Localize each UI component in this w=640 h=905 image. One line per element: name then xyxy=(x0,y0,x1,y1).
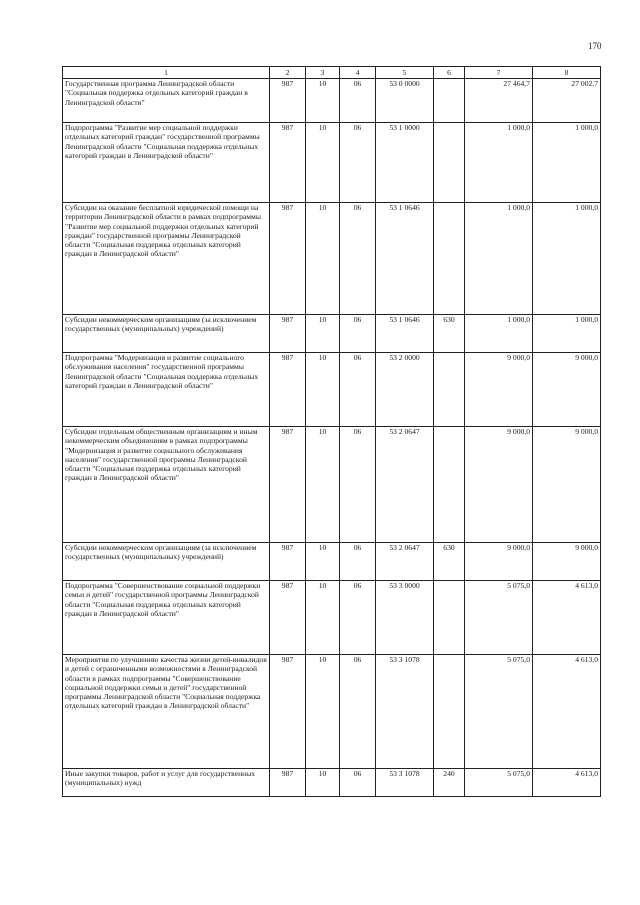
table-header-row xyxy=(63,67,601,79)
cell-amount-2: 4 613,0 xyxy=(533,655,601,769)
cell-amount-1: 9 000,0 xyxy=(465,427,533,543)
cell-section: 10 xyxy=(306,769,340,797)
cell-target: 53 1 0646 xyxy=(376,203,434,315)
table-row xyxy=(63,769,601,797)
cell-amount-2: 9 000,0 xyxy=(533,427,601,543)
cell-admin: 987 xyxy=(270,123,306,203)
table-row xyxy=(63,315,601,353)
cell-target: 53 3 0000 xyxy=(376,581,434,655)
cell-subsection: 06 xyxy=(340,543,376,581)
cell-target: 53 3 1078 xyxy=(376,769,434,797)
cell-section: 10 xyxy=(306,427,340,543)
column-header: 4 xyxy=(340,67,376,79)
cell-subsection: 06 xyxy=(340,203,376,315)
budget-table xyxy=(62,66,601,797)
cell-target: 53 2 0647 xyxy=(376,543,434,581)
cell-subsection: 06 xyxy=(340,655,376,769)
table-row xyxy=(63,79,601,123)
cell-subsection: 06 xyxy=(340,315,376,353)
cell-section: 10 xyxy=(306,353,340,427)
cell-admin: 987 xyxy=(270,353,306,427)
table-row xyxy=(63,543,601,581)
cell-amount-1: 5 075,0 xyxy=(465,581,533,655)
cell-target: 53 2 0647 xyxy=(376,427,434,543)
cell-subsection: 06 xyxy=(340,427,376,543)
cell-subsection: 06 xyxy=(340,769,376,797)
row-name: Субсидии на оказание бесплатной юридической помощи на территории Ленинградской области в рамках подпрограммы "Развитие мер социальной поддержки отдельных категорий граждан" государственной программы Ленинградской области "Социальная поддержка отдельных категорий граждан в Ленинградской области" xyxy=(63,203,270,315)
cell-amount-2: 1 000,0 xyxy=(533,203,601,315)
table-row xyxy=(63,123,601,203)
table-row xyxy=(63,655,601,769)
table-row xyxy=(63,203,601,315)
cell-target: 53 3 1078 xyxy=(376,655,434,769)
cell-section: 10 xyxy=(306,123,340,203)
cell-subsection: 06 xyxy=(340,123,376,203)
cell-amount-1: 1 000,0 xyxy=(465,123,533,203)
cell-amount-2: 1 000,0 xyxy=(533,123,601,203)
cell-section: 10 xyxy=(306,79,340,123)
cell-expense-type xyxy=(434,353,465,427)
cell-expense-type xyxy=(434,581,465,655)
cell-subsection: 06 xyxy=(340,353,376,427)
cell-target: 53 2 0000 xyxy=(376,353,434,427)
column-header: 6 xyxy=(434,67,465,79)
column-header: 8 xyxy=(533,67,601,79)
column-header: 2 xyxy=(270,67,306,79)
cell-amount-2: 27 002,7 xyxy=(533,79,601,123)
page-number: 170 xyxy=(588,41,602,51)
row-name: Субсидии некоммерческим организациям (за исключением государственных (муниципальных) учреждений) xyxy=(63,543,270,581)
cell-section: 10 xyxy=(306,581,340,655)
cell-admin: 987 xyxy=(270,79,306,123)
row-name: Мероприятия по улучшению качества жизни детей-инвалидов и детей с ограниченными возможностями в Ленинградской области в рамках подпрограммы "Совершенствование социальной поддержки семьи и детей" государственной программы Ленинградской области "Социальная поддержка отдельных категорий граждан в Ленинградской области" xyxy=(63,655,270,769)
cell-section: 10 xyxy=(306,543,340,581)
cell-amount-2: 1 000,0 xyxy=(533,315,601,353)
cell-amount-1: 5 075,0 xyxy=(465,769,533,797)
cell-admin: 987 xyxy=(270,427,306,543)
cell-expense-type xyxy=(434,79,465,123)
cell-expense-type xyxy=(434,655,465,769)
cell-expense-type xyxy=(434,427,465,543)
cell-expense-type xyxy=(434,203,465,315)
cell-target: 53 1 0000 xyxy=(376,123,434,203)
table-row xyxy=(63,581,601,655)
cell-expense-type: 630 xyxy=(434,543,465,581)
row-name: Государственная программа Ленинградской области "Социальная поддержка отдельных категорий граждан в Ленинградской области" xyxy=(63,79,270,123)
cell-section: 10 xyxy=(306,315,340,353)
cell-amount-1: 9 000,0 xyxy=(465,353,533,427)
cell-expense-type: 240 xyxy=(434,769,465,797)
row-name: Иные закупки товаров, работ и услуг для государственных (муниципальных) нужд xyxy=(63,769,270,797)
cell-section: 10 xyxy=(306,203,340,315)
column-header: 1 xyxy=(63,67,270,79)
cell-subsection: 06 xyxy=(340,581,376,655)
cell-amount-2: 4 613,0 xyxy=(533,581,601,655)
row-name: Субсидии отдельным общественным организациям и иным некоммерческим объединениям в рамках подпрограммы "Модернизация и развитие социального обслуживания населения" государственной программы Ленинградской области "Социальная поддержка отдельных категорий граждан в Ленинградской области" xyxy=(63,427,270,543)
cell-admin: 987 xyxy=(270,315,306,353)
table-row xyxy=(63,353,601,427)
cell-amount-2: 9 000,0 xyxy=(533,543,601,581)
cell-expense-type xyxy=(434,123,465,203)
cell-expense-type: 630 xyxy=(434,315,465,353)
row-name: Субсидии некоммерческим организациям (за исключением государственных (муниципальных) учреждений) xyxy=(63,315,270,353)
column-header: 3 xyxy=(306,67,340,79)
column-header: 7 xyxy=(465,67,533,79)
cell-amount-1: 1 000,0 xyxy=(465,315,533,353)
cell-admin: 987 xyxy=(270,203,306,315)
row-name: Подпрограмма "Модернизация и развитие социального обслуживания населения" государственной программы Ленинградской области "Социальная поддержка отдельных категорий граждан в Ленинградской области" xyxy=(63,353,270,427)
cell-amount-1: 5 075,0 xyxy=(465,655,533,769)
cell-admin: 987 xyxy=(270,655,306,769)
table-row xyxy=(63,427,601,543)
cell-admin: 987 xyxy=(270,769,306,797)
cell-amount-2: 4 613,0 xyxy=(533,769,601,797)
cell-amount-1: 27 464,7 xyxy=(465,79,533,123)
cell-target: 53 1 0646 xyxy=(376,315,434,353)
cell-admin: 987 xyxy=(270,543,306,581)
cell-subsection: 06 xyxy=(340,79,376,123)
column-header: 5 xyxy=(376,67,434,79)
cell-amount-2: 9 000,0 xyxy=(533,353,601,427)
row-name: Подпрограмма "Развитие мер социальной поддержки отдельных категорий граждан" государственной программы Ленинградской области "Социальная поддержка отдельных категорий граждан в Ленинградской области" xyxy=(63,123,270,203)
cell-admin: 987 xyxy=(270,581,306,655)
cell-target: 53 0 0000 xyxy=(376,79,434,123)
cell-amount-1: 9 000,0 xyxy=(465,543,533,581)
row-name: Подпрограмма "Совершенствование социальной поддержки семьи и детей" государственной программы Ленинградской области "Социальная поддержка отдельных категорий граждан в Ленинградской области" xyxy=(63,581,270,655)
cell-section: 10 xyxy=(306,655,340,769)
cell-amount-1: 1 000,0 xyxy=(465,203,533,315)
